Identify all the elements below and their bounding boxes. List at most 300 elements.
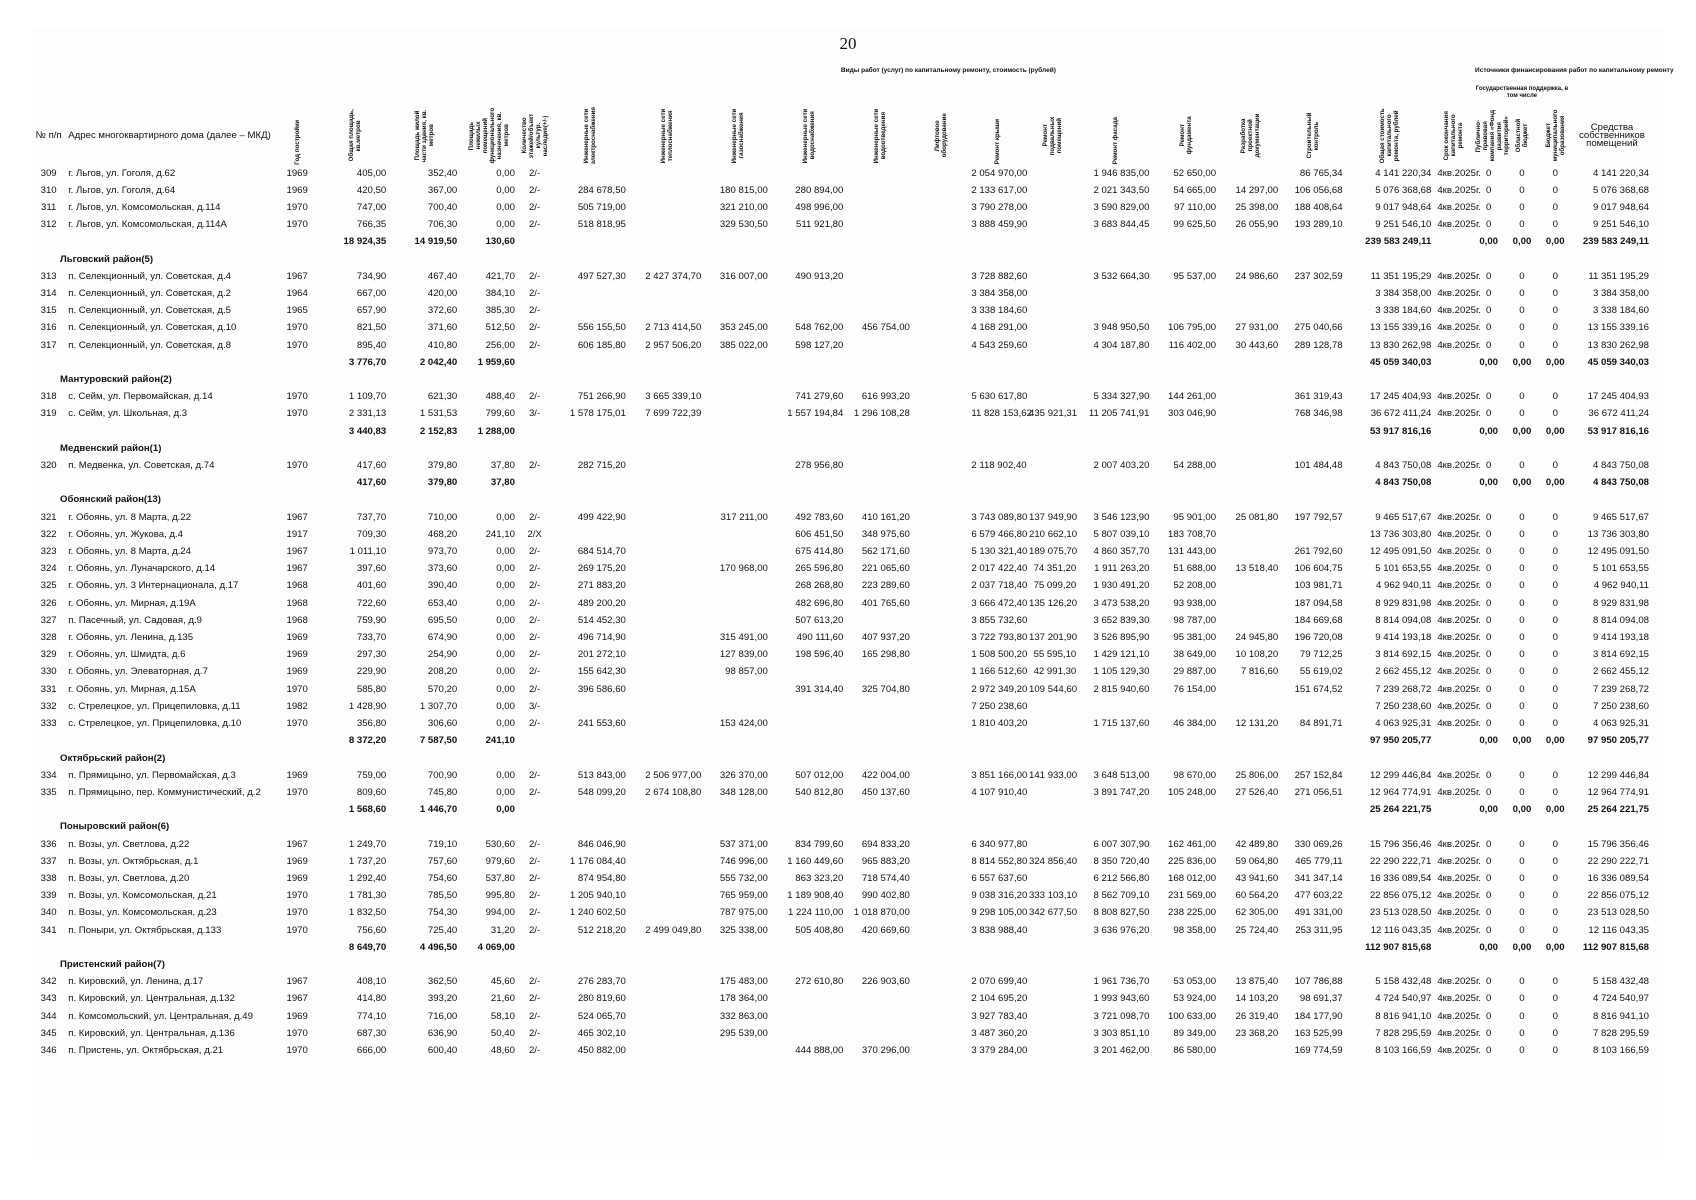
cell-f3: 0	[1552, 872, 1558, 884]
cell-n: 332	[40, 700, 57, 712]
cell-f1: 0	[1486, 976, 1492, 988]
cell-term: 4кв.2025г.	[1437, 924, 1481, 936]
cell-gas	[704, 388, 771, 405]
cell-f2: 0	[1519, 597, 1525, 609]
cell-sewer	[846, 285, 913, 302]
subtotal-cell-found	[1152, 354, 1219, 371]
subtotal-cell-design	[1219, 233, 1281, 250]
table-row	[32, 784, 1652, 801]
page-number: 20	[839, 34, 857, 53]
subtotal-cell-own: 45 059 340,03	[1587, 356, 1649, 368]
cell-term: 4кв.2025г.	[1437, 322, 1481, 334]
subtotal-cell-el	[551, 732, 629, 749]
subtotal-cell-fl	[518, 801, 551, 818]
cell-base: 342 677,50	[1029, 907, 1078, 919]
cell-found: 99 625,50	[1173, 219, 1217, 231]
cell-design	[1219, 577, 1281, 594]
subtotal-cell-total: 112 907 815,68	[1365, 941, 1432, 953]
cell-sewer: 420 669,60	[861, 924, 910, 936]
cell-addr: п. Возы, ул. Комсомольская, д.23	[68, 907, 217, 919]
cell-gas: 316 007,00	[719, 270, 768, 282]
subtotal-cell-year	[274, 354, 321, 371]
cell-base: 210 662,10	[1029, 528, 1078, 540]
cell-f3: 0	[1552, 219, 1558, 231]
subtotal-cell-term	[1434, 354, 1472, 371]
cell-area: 229,90	[356, 666, 387, 678]
cell-base	[1026, 388, 1079, 405]
cell-term: 4кв.2025г.	[1437, 184, 1481, 196]
cell-f2: 0	[1519, 1044, 1525, 1056]
cell-el: 606 185,80	[577, 339, 626, 351]
cell-water: 548 762,00	[795, 322, 844, 334]
cell-sewer: 718 574,40	[861, 872, 910, 884]
cell-f2: 0	[1519, 563, 1525, 575]
subtotal-cell-base	[1026, 801, 1079, 818]
cell-n: 314	[40, 288, 57, 300]
cell-sewer	[846, 1025, 913, 1042]
cell-area: 734,90	[356, 270, 387, 282]
cell-f1: 0	[1486, 855, 1492, 867]
cell-control	[1281, 698, 1345, 715]
district-name: Пристенский район(7)	[60, 958, 165, 970]
cell-f1: 0	[1486, 219, 1492, 231]
cell-found: 53 053,00	[1173, 976, 1217, 988]
works-group-header: Виды работ (услуг) по капитальному ремонту, стоимость (рублей)	[840, 67, 1056, 75]
cell-roof: 2 017 422,40	[971, 563, 1028, 575]
cell-addr: п. Комсомольский, ул. Центральная, д.49	[68, 1010, 253, 1022]
subtotal-cell-gas	[704, 732, 771, 749]
cell-nonres: 37,80	[490, 460, 515, 472]
cell-design: 26 319,40	[1235, 1010, 1279, 1022]
cell-facade: 3 652 839,30	[1093, 614, 1150, 626]
cell-water: 675 414,80	[795, 546, 844, 558]
cell-own: 7 250 238,60	[1592, 700, 1649, 712]
cell-sewer: 226 903,60	[861, 976, 910, 988]
cell-term: 4кв.2025г.	[1437, 786, 1481, 798]
subtotal-row	[32, 423, 1652, 440]
subtotal-cell-design	[1219, 354, 1281, 371]
cell-nonres: 512,50	[485, 322, 515, 334]
cell-roof: 4 543 259,60	[971, 339, 1028, 351]
cell-addr: г. Обоянь, ул. Ленина, д.135	[68, 632, 194, 644]
subtotal-cell-found	[1152, 423, 1219, 440]
subtotal-cell-nonres: 241,10	[485, 735, 515, 747]
cell-lift	[913, 285, 968, 302]
subtotal-cell-lift	[913, 801, 968, 818]
subtotal-cell-own: 25 264 221,75	[1587, 804, 1649, 816]
cell-control: 197 792,57	[1294, 511, 1343, 523]
cell-found: 98 787,00	[1173, 614, 1217, 626]
cell-control: 261 792,60	[1294, 546, 1343, 558]
cell-design	[1219, 302, 1281, 319]
cell-year: 1969	[286, 632, 308, 644]
cell-living: 785,50	[427, 890, 458, 902]
cell-el: 874 954,80	[577, 872, 626, 884]
cell-year: 1968	[286, 614, 308, 626]
cell-design	[1219, 388, 1281, 405]
cell-roof: 3 790 278,00	[971, 202, 1028, 213]
col-heat-header: Инженерные сети теплоснабжения	[659, 108, 674, 164]
cell-roof: 9 038 316,20	[971, 890, 1028, 902]
cell-fl: 2/-	[528, 597, 541, 609]
cell-sewer: 616 993,20	[861, 391, 910, 403]
cell-total: 5 076 368,68	[1375, 184, 1432, 196]
cell-design	[1219, 612, 1281, 629]
cell-lift	[913, 165, 968, 182]
cell-water	[771, 715, 846, 732]
cell-lift	[913, 904, 968, 921]
cell-water: 492 783,60	[795, 511, 844, 523]
cell-el: 282 715,20	[577, 460, 626, 472]
cell-el: 396 586,60	[577, 683, 626, 695]
cell-sewer	[846, 663, 913, 680]
cell-design: 12 131,20	[1235, 718, 1279, 730]
cell-sewer	[846, 337, 913, 354]
cell-el: 496 714,90	[577, 632, 626, 644]
table-row	[32, 388, 1652, 405]
subtotal-row	[32, 354, 1652, 371]
cell-found: 46 384,00	[1173, 718, 1217, 730]
cell-found: 29 887,00	[1173, 666, 1217, 678]
cell-f2: 0	[1519, 614, 1525, 626]
cell-total: 13 830 262,98	[1369, 339, 1432, 351]
cell-sewer: 348 975,60	[861, 528, 910, 540]
cell-water	[771, 698, 846, 715]
cell-sewer: 221 065,60	[861, 563, 910, 575]
col-num-header: № п/п	[35, 130, 62, 142]
cell-control: 151 674,52	[1294, 683, 1343, 695]
subtotal-cell-year	[274, 939, 321, 956]
cell-own: 15 796 356,46	[1587, 838, 1649, 850]
table-row	[32, 199, 1652, 216]
subtotal-cell-addr	[65, 423, 274, 440]
col-water-header: Инженерные сети водоснабжения	[801, 108, 816, 164]
cell-base	[1026, 302, 1079, 319]
cell-control: 184 177,90	[1294, 1010, 1343, 1022]
col-term-header: Срок окончания капитального ремонта	[1442, 111, 1464, 161]
cell-water	[771, 302, 846, 319]
cell-lift	[913, 870, 968, 887]
cell-base	[1026, 216, 1079, 233]
cell-n: 324	[40, 563, 57, 575]
subtotal-cell-area: 417,60	[356, 477, 387, 489]
cell-facade: 3 473 538,20	[1093, 597, 1150, 609]
cell-found: 238 225,00	[1168, 907, 1217, 919]
subtotal-cell-term	[1434, 474, 1472, 491]
district-name: Мантуровский район(2)	[60, 374, 172, 386]
cell-n: 337	[40, 855, 57, 867]
cell-design: 14 103,20	[1235, 993, 1279, 1005]
cell-facade: 3 526 895,90	[1093, 632, 1150, 644]
subtotal-cell-base	[1026, 423, 1079, 440]
cell-roof: 4 168 291,00	[971, 322, 1028, 334]
cell-nonres: 0,00	[496, 683, 515, 695]
cell-lift	[913, 629, 968, 646]
subtotal-cell-found	[1152, 233, 1219, 250]
cell-design: 30 443,60	[1235, 339, 1279, 351]
cell-design: 26 055,90	[1235, 219, 1279, 231]
col-nonres-header: Площадь нежилых помещений функционального назначения, кв. метров	[468, 108, 511, 164]
cell-design: 14 297,00	[1235, 184, 1279, 196]
cell-nonres: 0,00	[496, 580, 515, 592]
subtotal-cell-total: 45 059 340,03	[1369, 356, 1432, 368]
subtotal-cell-addr	[65, 474, 274, 491]
cell-control: 193 289,10	[1294, 219, 1343, 231]
cell-f2: 0	[1519, 1010, 1525, 1022]
cell-f3: 0	[1552, 683, 1558, 695]
cell-heat	[629, 836, 704, 853]
cell-found: 100 633,00	[1168, 1010, 1217, 1022]
cell-n: 344	[40, 1010, 57, 1022]
cell-el: 271 883,20	[577, 580, 626, 592]
cell-total: 3 384 358,00	[1375, 288, 1432, 300]
cell-nonres: 0,00	[496, 184, 515, 196]
cell-year: 1970	[286, 1044, 308, 1056]
cell-design: 25 081,80	[1235, 511, 1279, 523]
cell-gas	[704, 302, 771, 319]
cell-n: 333	[40, 718, 57, 730]
cell-term: 4кв.2025г.	[1437, 597, 1481, 609]
cell-water	[771, 165, 846, 182]
table-row	[32, 904, 1652, 921]
cell-own: 5 158 432,48	[1592, 976, 1649, 988]
cell-living: 636,90	[427, 1027, 458, 1039]
subtotal-cell-el	[551, 474, 629, 491]
cell-f1: 0	[1486, 769, 1492, 781]
cell-fl: 2/-	[528, 219, 541, 231]
cell-sewer: 990 402,80	[861, 890, 910, 902]
table-row	[32, 646, 1652, 663]
cell-water: 280 894,00	[795, 184, 844, 196]
cell-f3: 0	[1552, 528, 1558, 540]
cell-own: 8 814 094,08	[1592, 614, 1649, 626]
header-columns-row	[32, 107, 1652, 164]
cell-total: 8 816 941,10	[1375, 1010, 1432, 1022]
cell-f1: 0	[1486, 1010, 1492, 1022]
cell-sewer: 1 018 870,00	[853, 907, 910, 919]
cell-own: 22 856 075,12	[1587, 890, 1649, 902]
table-row	[32, 337, 1652, 354]
cell-sewer: 407 937,20	[861, 632, 910, 644]
cell-facade: 1 429 121,10	[1093, 649, 1150, 661]
district-header-row	[32, 491, 1652, 508]
cell-own: 9 465 517,67	[1592, 511, 1649, 523]
cell-addr: г. Льгов, ул. Гоголя, д.62	[68, 167, 176, 179]
cell-heat	[629, 595, 704, 612]
cell-year: 1970	[286, 408, 308, 420]
cell-control: 275 040,66	[1294, 322, 1343, 334]
subtotal-cell-roof	[968, 354, 1026, 371]
cell-heat	[629, 216, 704, 233]
cell-facade: 1 961 736,70	[1093, 976, 1150, 988]
cell-gas	[704, 1042, 771, 1059]
cell-own: 4 724 540,97	[1592, 993, 1649, 1005]
cell-base	[1026, 990, 1079, 1007]
subtotal-cell-living: 7 587,50	[419, 735, 458, 747]
cell-facade: 3 891 747,20	[1093, 786, 1150, 798]
cell-total: 8 929 831,98	[1375, 597, 1432, 609]
district-name: Льговский район(5)	[60, 253, 154, 265]
cell-area: 585,80	[356, 683, 387, 695]
cell-f3: 0	[1552, 167, 1558, 179]
col-year-header: Год постройки	[293, 119, 301, 165]
cell-design: 25 398,00	[1235, 202, 1279, 213]
subtotal-cell-lift	[913, 474, 968, 491]
cell-f1: 0	[1486, 872, 1492, 884]
subtotal-row	[32, 233, 1652, 250]
subtotal-cell-n	[32, 474, 65, 491]
cell-heat: 2 957 506,20	[645, 339, 702, 351]
cell-f3: 0	[1552, 305, 1558, 317]
cell-total: 17 245 404,93	[1369, 391, 1432, 403]
cell-gas: 178 364,00	[719, 993, 768, 1005]
cell-nonres: 45,60	[490, 976, 515, 988]
cell-area: 401,60	[356, 580, 387, 592]
cell-roof: 2 118 902,40	[971, 460, 1027, 472]
cell-addr: п. Кировский, ул. Центральная, д.136	[68, 1027, 235, 1039]
cell-year: 1970	[286, 219, 308, 231]
subtotal-cell-f1: 0,00	[1479, 941, 1499, 953]
subtotal-cell-base	[1026, 233, 1079, 250]
cell-area: 417,60	[356, 460, 387, 472]
cell-living: 710,00	[427, 511, 458, 523]
cell-sewer: 410 161,20	[861, 511, 910, 523]
cell-f3: 0	[1552, 322, 1558, 334]
cell-water: 1 557 194,84	[787, 408, 844, 420]
cell-heat	[629, 990, 704, 1007]
cell-f2: 0	[1519, 288, 1525, 300]
cell-area: 414,80	[356, 993, 387, 1005]
cell-el: 201 272,10	[577, 649, 626, 661]
cell-gas: 127 839,00	[719, 649, 768, 661]
cell-own: 12 495 091,50	[1587, 546, 1649, 558]
cell-year: 1965	[286, 305, 308, 317]
subtotal-row	[32, 732, 1652, 749]
cell-gas: 537 371,00	[719, 838, 768, 850]
cell-year: 1970	[286, 322, 308, 334]
cell-gas	[704, 457, 771, 474]
cell-n: 330	[40, 666, 57, 678]
cell-control: 84 891,71	[1299, 718, 1343, 730]
subtotal-cell-facade	[1079, 939, 1152, 956]
subtotal-cell-roof	[968, 732, 1026, 749]
subtotal-cell-f3: 0,00	[1545, 804, 1565, 816]
cell-roof: 3 338 184,60	[971, 305, 1028, 317]
cell-control: 107 786,88	[1294, 976, 1343, 988]
cell-sewer: 223 289,60	[861, 580, 910, 592]
cell-water: 606 451,50	[795, 528, 844, 540]
cell-lift	[913, 1008, 968, 1025]
cell-sewer	[846, 268, 913, 285]
cell-f2: 0	[1519, 632, 1525, 644]
subtotal-cell-facade	[1079, 233, 1152, 250]
cell-area: 408,10	[356, 976, 387, 988]
cell-heat: 3 665 339,10	[645, 391, 702, 403]
subtotal-cell-control	[1281, 474, 1345, 491]
cell-living: 754,60	[427, 872, 458, 884]
cell-gas: 170 968,00	[719, 563, 768, 575]
cell-f2: 0	[1519, 890, 1525, 902]
cell-total: 3 814 692,15	[1375, 649, 1432, 661]
cell-found: 95 381,00	[1173, 632, 1217, 644]
cell-heat	[629, 853, 704, 870]
cell-f3: 0	[1552, 993, 1558, 1005]
cell-design: 13 518,40	[1235, 563, 1279, 575]
cell-facade: 3 590 829,00	[1093, 202, 1150, 213]
cell-nonres: 994,00	[485, 907, 515, 919]
cell-addr: г. Льгов, ул. Комсомольская, д.114	[68, 202, 221, 213]
cell-fl: 2/-	[528, 1010, 541, 1022]
subtotal-cell-sewer	[846, 801, 913, 818]
col-control-header: Строительный контроль	[1306, 112, 1321, 159]
table-row	[32, 836, 1652, 853]
cell-living: 674,90	[427, 632, 458, 644]
cell-found	[1152, 285, 1219, 302]
cell-facade: 6 007 307,90	[1093, 838, 1150, 850]
cell-water: 1 224 110,00	[787, 907, 844, 919]
table-row	[32, 526, 1652, 543]
cell-base: 42 991,30	[1033, 666, 1077, 678]
subtotal-cell-el	[551, 423, 629, 440]
cell-addr: п. Селекционный, ул. Советская, д.10	[68, 322, 237, 334]
cell-total: 22 290 222,71	[1369, 855, 1432, 867]
cell-own: 36 672 411,24	[1588, 408, 1649, 420]
cell-sewer: 562 171,60	[861, 546, 910, 558]
cell-term: 4кв.2025г.	[1437, 614, 1481, 626]
cell-addr: п. Медвенка, ул. Советская, д.74	[68, 460, 215, 472]
cell-heat	[629, 1008, 704, 1025]
cell-design	[1219, 285, 1281, 302]
cell-lift	[913, 836, 968, 853]
cell-roof: 3 743 089,80	[971, 511, 1028, 523]
cell-control: 101 484,48	[1294, 460, 1343, 472]
cell-f2: 0	[1519, 718, 1525, 730]
cell-found: 231 569,00	[1168, 890, 1217, 902]
subtotal-cell-heat	[629, 474, 704, 491]
subtotal-cell-water	[771, 233, 846, 250]
cell-living: 208,20	[427, 666, 458, 678]
cell-f3: 0	[1552, 666, 1558, 678]
cell-living: 390,40	[427, 580, 458, 592]
cell-heat	[629, 182, 704, 199]
cell-f3: 0	[1552, 270, 1558, 282]
cell-f1: 0	[1486, 322, 1492, 334]
cell-addr: г. Обоянь, ул. Элеваторная, д.7	[68, 666, 208, 678]
cell-area: 733,70	[356, 632, 387, 644]
cell-living: 700,40	[427, 202, 458, 213]
cell-f1: 0	[1486, 580, 1492, 592]
cell-found: 225 836,00	[1168, 855, 1217, 867]
cell-el: 497 527,30	[577, 270, 626, 282]
cell-total: 3 338 184,60	[1375, 305, 1432, 317]
cell-base: 333 103,10	[1029, 890, 1078, 902]
table-row	[32, 1025, 1652, 1042]
cell-el: 684 514,70	[577, 546, 626, 558]
cell-area: 809,60	[356, 786, 387, 798]
cell-f3: 0	[1552, 718, 1558, 730]
cell-control: 86 765,34	[1299, 167, 1343, 179]
subtotal-cell-heat	[629, 801, 704, 818]
cell-total: 4 962 940,11	[1376, 580, 1432, 592]
district-header-row	[32, 251, 1652, 268]
subtotal-cell-own: 239 583 249,11	[1582, 236, 1649, 248]
cell-fl: 2/-	[528, 855, 541, 867]
cell-f1: 0	[1486, 786, 1492, 798]
cell-own: 4 962 940,11	[1593, 580, 1649, 592]
cell-base	[1026, 199, 1079, 216]
cell-f1: 0	[1486, 890, 1492, 902]
subtotal-cell-n	[32, 354, 65, 371]
